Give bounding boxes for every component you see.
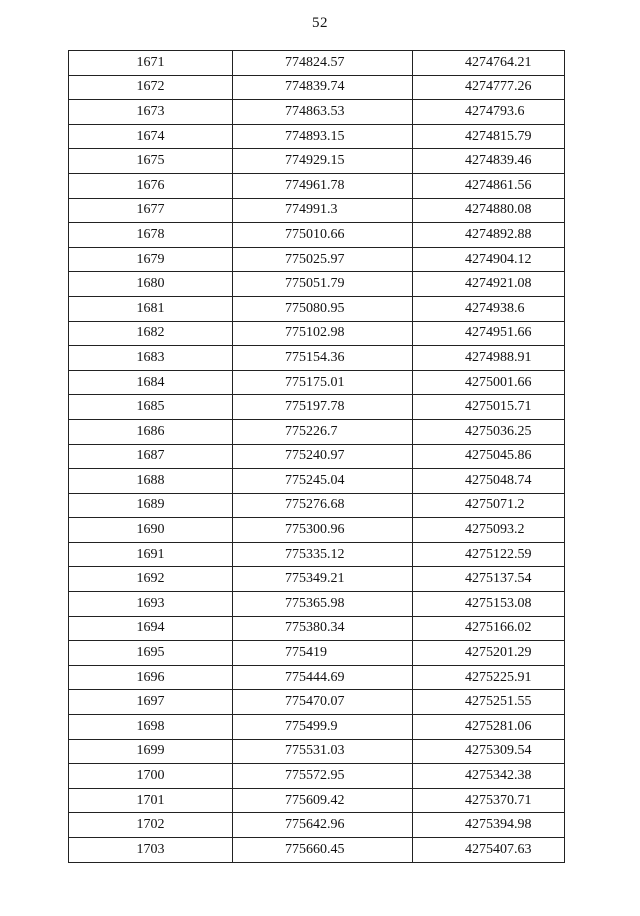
point-number-cell: 1681 <box>69 296 233 321</box>
point-number-cell: 1671 <box>69 51 233 76</box>
table-row <box>69 51 565 76</box>
x-coordinate-cell: 774961.78 <box>233 173 413 198</box>
point-number-cell: 1673 <box>69 100 233 125</box>
y-coordinate-cell: 4275225.91 <box>413 665 565 690</box>
table-row <box>69 149 565 174</box>
y-coordinate-cell: 4275122.59 <box>413 542 565 567</box>
table-row <box>69 469 565 494</box>
x-coordinate-cell: 775154.36 <box>233 346 413 371</box>
point-number-cell: 1680 <box>69 272 233 297</box>
table-row <box>69 395 565 420</box>
y-coordinate-cell: 4274815.79 <box>413 124 565 149</box>
table-row <box>69 100 565 125</box>
x-coordinate-cell: 775226.7 <box>233 419 413 444</box>
table-row <box>69 739 565 764</box>
point-number-cell: 1684 <box>69 370 233 395</box>
point-number-cell: 1697 <box>69 690 233 715</box>
point-number-cell: 1675 <box>69 149 233 174</box>
point-number-cell: 1698 <box>69 715 233 740</box>
point-number-cell: 1701 <box>69 788 233 813</box>
x-coordinate-cell: 775470.07 <box>233 690 413 715</box>
x-coordinate-cell: 775609.42 <box>233 788 413 813</box>
point-number-cell: 1699 <box>69 739 233 764</box>
table-row <box>69 813 565 838</box>
y-coordinate-cell: 4275015.71 <box>413 395 565 420</box>
table-row <box>69 124 565 149</box>
y-coordinate-cell: 4274892.88 <box>413 223 565 248</box>
x-coordinate-cell: 775300.96 <box>233 518 413 543</box>
table-row <box>69 690 565 715</box>
table-row <box>69 616 565 641</box>
y-coordinate-cell: 4274938.6 <box>413 296 565 321</box>
table-row <box>69 764 565 789</box>
table-row <box>69 542 565 567</box>
point-number-cell: 1676 <box>69 173 233 198</box>
table-row <box>69 567 565 592</box>
y-coordinate-cell: 4274764.21 <box>413 51 565 76</box>
table-row <box>69 444 565 469</box>
coordinates-table <box>68 50 565 863</box>
table-row <box>69 321 565 346</box>
y-coordinate-cell: 4274793.6 <box>413 100 565 125</box>
table-row <box>69 665 565 690</box>
point-number-cell: 1692 <box>69 567 233 592</box>
point-number-cell: 1689 <box>69 493 233 518</box>
y-coordinate-cell: 4274839.46 <box>413 149 565 174</box>
table-row <box>69 838 565 863</box>
point-number-cell: 1679 <box>69 247 233 272</box>
table-row <box>69 419 565 444</box>
y-coordinate-cell: 4275394.98 <box>413 813 565 838</box>
point-number-cell: 1690 <box>69 518 233 543</box>
point-number-cell: 1687 <box>69 444 233 469</box>
point-number-cell: 1678 <box>69 223 233 248</box>
y-coordinate-cell: 4275071.2 <box>413 493 565 518</box>
x-coordinate-cell: 775660.45 <box>233 838 413 863</box>
y-coordinate-cell: 4274988.91 <box>413 346 565 371</box>
point-number-cell: 1703 <box>69 838 233 863</box>
table-row <box>69 592 565 617</box>
y-coordinate-cell: 4275407.63 <box>413 838 565 863</box>
point-number-cell: 1683 <box>69 346 233 371</box>
table-row <box>69 788 565 813</box>
x-coordinate-cell: 775499.9 <box>233 715 413 740</box>
y-coordinate-cell: 4275370.71 <box>413 788 565 813</box>
table-row <box>69 370 565 395</box>
table-row <box>69 223 565 248</box>
point-number-cell: 1672 <box>69 75 233 100</box>
x-coordinate-cell: 775051.79 <box>233 272 413 297</box>
x-coordinate-cell: 774839.74 <box>233 75 413 100</box>
table-row <box>69 641 565 666</box>
x-coordinate-cell: 774824.57 <box>233 51 413 76</box>
table-row <box>69 296 565 321</box>
y-coordinate-cell: 4275153.08 <box>413 592 565 617</box>
table-row <box>69 272 565 297</box>
y-coordinate-cell: 4275036.25 <box>413 419 565 444</box>
y-coordinate-cell: 4274880.08 <box>413 198 565 223</box>
y-coordinate-cell: 4274904.12 <box>413 247 565 272</box>
x-coordinate-cell: 775335.12 <box>233 542 413 567</box>
point-number-cell: 1694 <box>69 616 233 641</box>
x-coordinate-cell: 774863.53 <box>233 100 413 125</box>
table-row <box>69 346 565 371</box>
page-number: 52 <box>312 15 328 31</box>
point-number-cell: 1700 <box>69 764 233 789</box>
x-coordinate-cell: 775080.95 <box>233 296 413 321</box>
table-row <box>69 247 565 272</box>
table-row <box>69 198 565 223</box>
x-coordinate-cell: 774929.15 <box>233 149 413 174</box>
x-coordinate-cell: 774991.3 <box>233 198 413 223</box>
y-coordinate-cell: 4275048.74 <box>413 469 565 494</box>
y-coordinate-cell: 4274921.08 <box>413 272 565 297</box>
y-coordinate-cell: 4275137.54 <box>413 567 565 592</box>
table-row <box>69 173 565 198</box>
point-number-cell: 1702 <box>69 813 233 838</box>
x-coordinate-cell: 775365.98 <box>233 592 413 617</box>
y-coordinate-cell: 4274951.66 <box>413 321 565 346</box>
x-coordinate-cell: 775175.01 <box>233 370 413 395</box>
coordinates-table-body <box>69 51 565 863</box>
point-number-cell: 1682 <box>69 321 233 346</box>
y-coordinate-cell: 4275093.2 <box>413 518 565 543</box>
x-coordinate-cell: 775240.97 <box>233 444 413 469</box>
table-row <box>69 493 565 518</box>
y-coordinate-cell: 4275342.38 <box>413 764 565 789</box>
y-coordinate-cell: 4275045.86 <box>413 444 565 469</box>
point-number-cell: 1691 <box>69 542 233 567</box>
x-coordinate-cell: 775642.96 <box>233 813 413 838</box>
x-coordinate-cell: 775025.97 <box>233 247 413 272</box>
point-number-cell: 1677 <box>69 198 233 223</box>
x-coordinate-cell: 775245.04 <box>233 469 413 494</box>
x-coordinate-cell: 775572.95 <box>233 764 413 789</box>
y-coordinate-cell: 4275166.02 <box>413 616 565 641</box>
point-number-cell: 1693 <box>69 592 233 617</box>
point-number-cell: 1685 <box>69 395 233 420</box>
y-coordinate-cell: 4275201.29 <box>413 641 565 666</box>
y-coordinate-cell: 4275281.06 <box>413 715 565 740</box>
x-coordinate-cell: 775102.98 <box>233 321 413 346</box>
x-coordinate-cell: 775419 <box>233 641 413 666</box>
x-coordinate-cell: 774893.15 <box>233 124 413 149</box>
x-coordinate-cell: 775349.21 <box>233 567 413 592</box>
point-number-cell: 1695 <box>69 641 233 666</box>
y-coordinate-cell: 4274777.26 <box>413 75 565 100</box>
x-coordinate-cell: 775380.34 <box>233 616 413 641</box>
y-coordinate-cell: 4275001.66 <box>413 370 565 395</box>
y-coordinate-cell: 4274861.56 <box>413 173 565 198</box>
x-coordinate-cell: 775276.68 <box>233 493 413 518</box>
point-number-cell: 1674 <box>69 124 233 149</box>
table-row <box>69 518 565 543</box>
x-coordinate-cell: 775444.69 <box>233 665 413 690</box>
x-coordinate-cell: 775531.03 <box>233 739 413 764</box>
x-coordinate-cell: 775197.78 <box>233 395 413 420</box>
table-row <box>69 75 565 100</box>
point-number-cell: 1688 <box>69 469 233 494</box>
x-coordinate-cell: 775010.66 <box>233 223 413 248</box>
y-coordinate-cell: 4275251.55 <box>413 690 565 715</box>
point-number-cell: 1696 <box>69 665 233 690</box>
y-coordinate-cell: 4275309.54 <box>413 739 565 764</box>
table-row <box>69 715 565 740</box>
point-number-cell: 1686 <box>69 419 233 444</box>
